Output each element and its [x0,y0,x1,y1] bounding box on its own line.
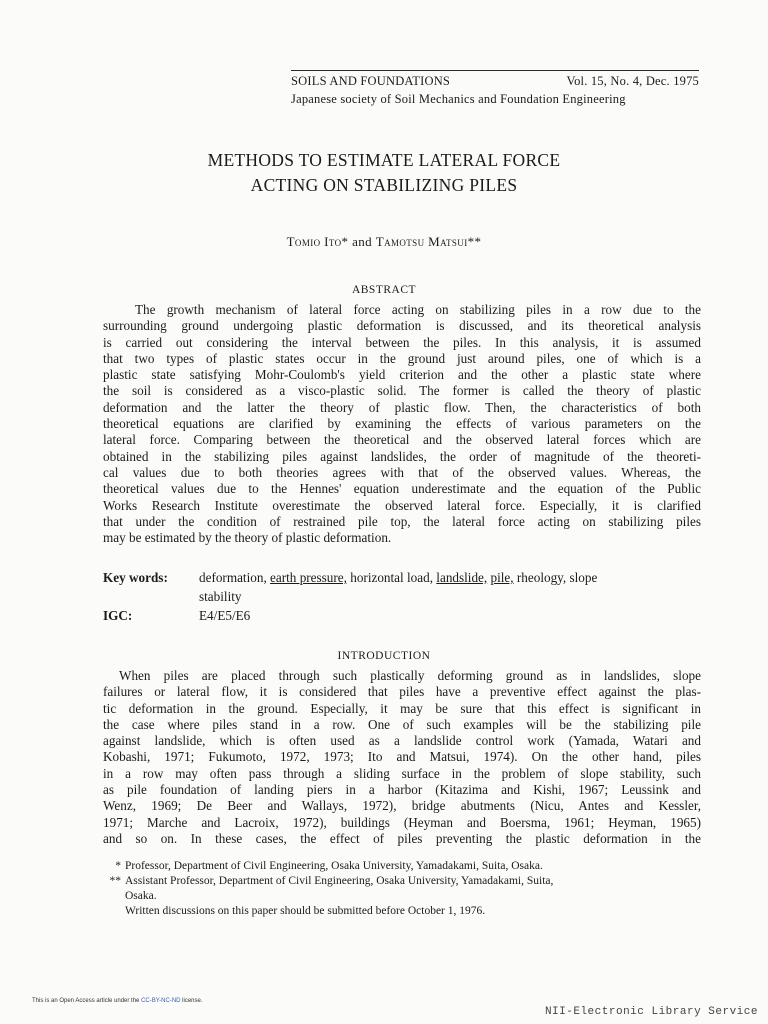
footnote-3-spacer [103,904,125,919]
author-list [0,234,768,250]
abstract-line: may be estimated by the theory of plastic deformation. [103,530,392,546]
intro-line: against landslide, which is often used as a landslide control work (Yamada, Watari and [103,733,701,749]
intro-line: 1971; Marche and Lacroix, 1972), buildings (Heyman and Boersma, 1961; Heyman, 1965) [103,814,701,830]
journal-name: SOILS AND FOUNDATIONS [291,74,451,88]
keyword-earth-pressure: earth pressure, [270,570,347,585]
igc-row [103,606,703,625]
abstract-line: theoretical equations are clarified by examining the effects of various parameters on the [103,416,701,432]
license-pre: This is an Open Access article under the [32,998,142,1004]
license-post: license. [180,998,203,1004]
abstract-line: plastic state satisfying Mohr-Coulomb's yield criterion and the other a plastic state where [103,367,701,383]
keywords-label: Key words: [103,570,168,585]
abstract-line: that two types of plastic states occur in the ground just around piles, one of which is a [103,350,701,366]
license-notice [32,998,203,1004]
author-2: Tamotsu Matsui [375,234,468,249]
abstract-line: that under the condition of restrained pile top, the lateral force acting on stabilizing piles [103,513,701,529]
abstract-line: theoretical values due to the Hennes' equation underestimate and the equation of the Public [103,481,701,497]
intro-line: Kobashi, 1971; Fukumoto, 1972, 1973; Ito and Matsui, 1974). On the other hand, piles [103,749,701,765]
abstract-line: lateral force. Comparing between the theoretical and the observed lateral forces which are [103,432,701,448]
keyword-rheology-slope: rheology, slope [513,570,598,585]
abstract-line: The growth mechanism of lateral force acting on stabilizing piles in a row due to the [135,302,701,317]
footnotes [103,859,703,919]
header-rule [291,70,699,71]
title-line-2: ACTING ON STABILIZING PILES [250,175,518,195]
introduction-body [103,668,701,847]
footnote-2-text [125,874,703,904]
journal-volume: Vol. 15, No. 4, Dec. 1975 [566,74,699,88]
footnote-2-line-2: Osaka. [125,890,157,902]
keyword-deformation: deformation, [199,570,271,585]
intro-line: Wenz, 1969; De Beer and Wallays, 1972), bridge abutments (Nicu, Antes and Kessler, [103,798,701,814]
keywords-block [103,568,703,625]
abstract-heading: ABSTRACT [351,284,417,296]
footnote-3-text: Written discussions on this paper should be submitted before October 1, 1976. [125,905,486,917]
footnote-2 [103,874,703,904]
intro-line: as pile foundation of landing piers in a harbor (Kitazima and Kishi, 1967; Leussink and [103,782,701,798]
intro-line: failures or lateral flow, it is considered that piles have a preventive effect against the plas- [103,684,701,700]
footnote-1-text: Professor, Department of Civil Engineering, Osaka University, Yamadakami, Suita, Osaka. [125,860,543,872]
journal-society: Japanese society of Soil Mechanics and Foundation Engineering [291,92,626,106]
author-1: Tomio Ito [286,234,342,249]
keyword-stability: stability [199,589,242,604]
author-2-mark: ** [467,234,482,249]
author-and: and [348,234,376,249]
paper-title [0,148,768,198]
abstract-line: is carried out considering the interval between the piles. In this analysis, it is assumed [103,334,701,350]
keyword-pile: pile, [490,570,514,585]
footnote-2-line-1: Assistant Professor, Department of Civil Engineering, Osaka University, Yamadakami, Suita, [125,875,554,887]
intro-line: the case where piles stand in a row. One of such examples will be the stabilizing pile [103,716,701,732]
abstract-line: Works Research Institute overestimate the observed lateral force. Especially, it is clarified [103,497,701,513]
abstract-body [103,302,701,546]
intro-line: and so on. In these cases, the effect of piles preventing the plastic deformation in the [103,830,701,846]
footnote-2-mark: ** [109,875,121,887]
abstract-line: the soil is considered as a visco-plastic solid. The former is called the theory of plastic [103,383,701,399]
author-1-mark: * [341,234,349,249]
keyword-horizontal-load: horizontal load, [346,570,437,585]
footnote-1 [103,859,703,874]
journal-header [291,70,699,107]
igc-label: IGC: [103,608,133,623]
intro-line: When piles are placed through such plastically deforming ground as in landslides, slope [119,668,701,683]
introduction-heading: INTRODUCTION [337,650,431,662]
abstract-line: obtained in the stabilizing piles against landslides, the order of magnitude of the theoreti- [103,448,701,464]
abstract-line: surrounding ground undergoing plastic deformation is discussed, and its theoretical analysis [103,318,701,334]
keywords-value [199,568,703,606]
keywords-row [103,568,703,606]
footnote-1-mark: * [115,860,121,872]
title-line-1: METHODS TO ESTIMATE LATERAL FORCE [207,150,561,170]
abstract-line: deformation and the latter the theory of plastic flow. Then, the characteristics of both [103,399,701,415]
keyword-landslide: landslide, [436,570,488,585]
abstract-line: cal values due to both theories agrees with that of the observed values. Whereas, the [103,464,701,480]
license-link[interactable]: CC-BY-NC-ND [141,998,181,1004]
journal-line [291,73,699,89]
intro-line: in a row may often pass through a sliding surface in the problem of slope stability, such [103,765,701,781]
service-watermark: NII-Electronic Library Service [544,1006,758,1018]
intro-line: tic deformation in the ground. Especially, it may be sure that this effect is significant in [103,700,701,716]
igc-value: E4/E5/E6 [199,608,251,623]
footnote-3 [103,904,703,919]
